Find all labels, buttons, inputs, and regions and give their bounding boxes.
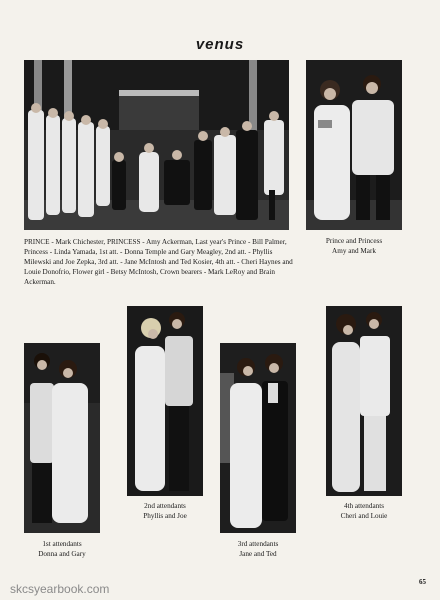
caption-first-attendants: [20, 540, 104, 559]
caption-first-line1: 1st attendants: [42, 540, 82, 548]
prince-princess-photo: [306, 60, 402, 230]
caption-fourth-line2: Cheri and Louie: [340, 511, 388, 520]
caption-third-attendants: [216, 540, 300, 559]
caption-second-attendants: [123, 502, 207, 521]
caption-third-line2: Jane and Ted: [239, 549, 277, 558]
caption-fourth-attendants: [322, 502, 406, 521]
group-photo: [24, 60, 289, 230]
first-attendants-photo: [24, 343, 100, 533]
second-attendants-photo: [127, 306, 203, 496]
page-number: 65: [419, 578, 426, 586]
page-title: venus: [195, 36, 245, 53]
caption-fourth-line1: 4th attendants: [343, 502, 385, 510]
third-attendants-photo: [220, 343, 296, 533]
caption-second-line2: Phyllis and Joe: [143, 511, 187, 520]
main-caption: PRINCE - Mark Chichester, PRINCESS - Amy Ackerman, Last year's Prince - Bill Palmer, Princess - Linda Yamada, 1st att. - Donna Temple and Gary Meagley, 2nd att. - Phyllis Milewski and Joe Zepka, 3rd att. - Jane McIntosh and Ted Kosier, 4th att. - Cheri Haynes and Louie Donofrio, Flower girl - Betsy McIntosh, Crown bearers - Mark LeRoy and Brain Ackerman.: [24, 238, 293, 286]
caption-prince-princess: [306, 237, 402, 256]
caption-prince-princess-line1: Prince and Princess: [325, 237, 383, 245]
fourth-attendants-photo: [326, 306, 402, 496]
caption-second-line1: 2nd attendants: [144, 502, 186, 510]
caption-third-line1: 3rd attendants: [237, 540, 279, 548]
watermark: skcsyearbook.com: [10, 582, 110, 596]
caption-prince-princess-line2: Amy and Mark: [332, 246, 376, 255]
caption-first-line2: Donna and Gary: [38, 549, 86, 558]
